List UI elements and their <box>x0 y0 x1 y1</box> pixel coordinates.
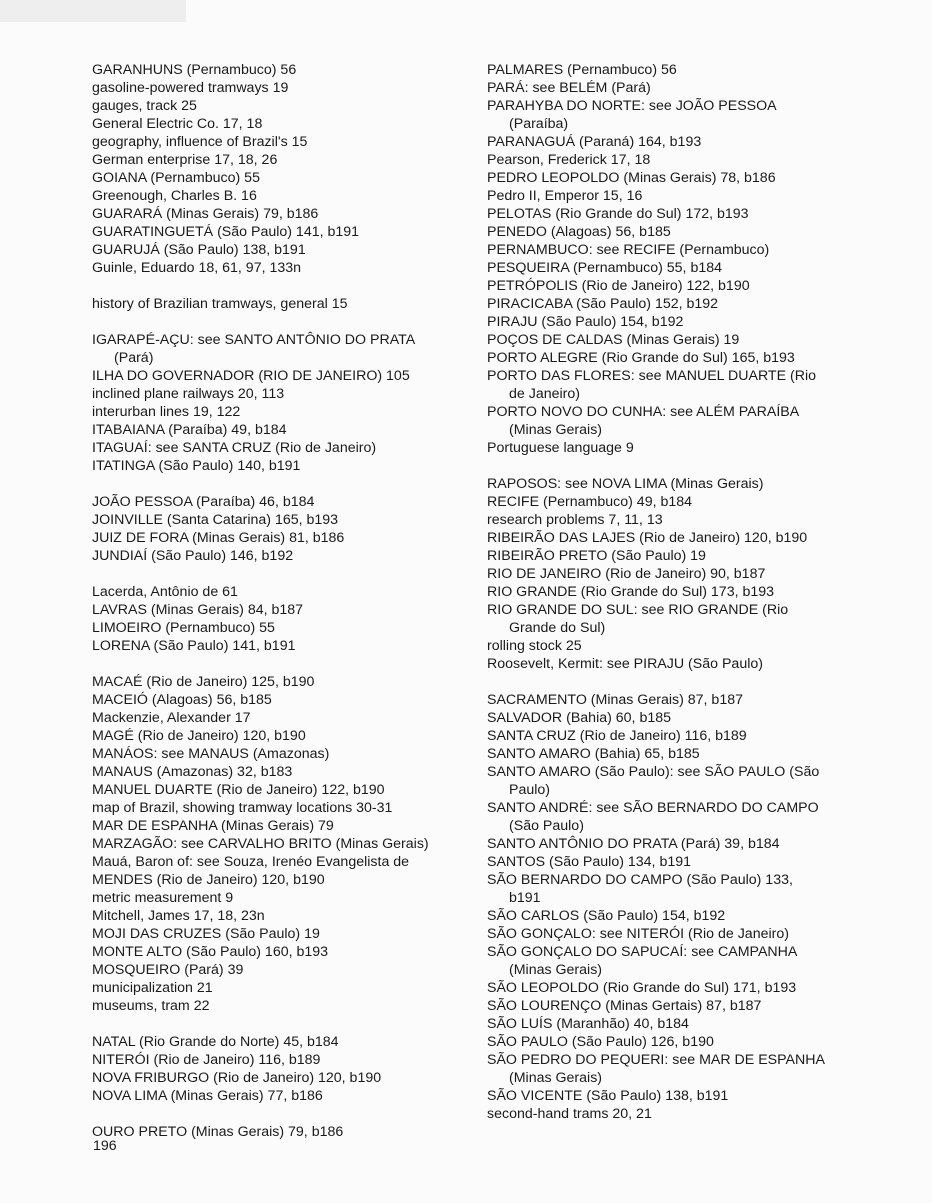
index-entry-text: RIO DE JANEIRO (Rio de Janeiro) 90, b187 <box>487 566 766 582</box>
index-entry-text: PENEDO (Alagoas) 56, b185 <box>487 224 671 240</box>
index-entry <box>92 331 472 367</box>
index-entry <box>92 403 472 421</box>
index-letter-group <box>487 691 927 1123</box>
index-entry-text: OURO PRETO (Minas Gerais) 79, b186 <box>92 1124 344 1140</box>
index-entry-text: SANTA CRUZ (Rio de Janeiro) 116, b189 <box>487 728 747 744</box>
index-entry-text: JOÃO PESSOA (Paraíba) 46, b184 <box>92 494 315 510</box>
index-entry-text: SÃO LOURENÇO (Minas Gertais) 87, b187 <box>487 998 762 1014</box>
index-entry-text: ITAGUAÍ: see SANTA CRUZ (Rio de Janeiro) <box>92 440 377 456</box>
index-entry-text: LORENA (São Paulo) 141, b191 <box>92 638 296 654</box>
index-entry <box>487 1033 927 1051</box>
index-entry <box>92 961 472 979</box>
index-entry-text: SÃO GONÇALO: see NITERÓI (Rio de Janeiro) <box>487 926 789 942</box>
index-entry <box>92 1033 472 1051</box>
index-entry <box>487 313 927 331</box>
index-entry-text: LIMOEIRO (Pernambuco) 55 <box>92 620 275 636</box>
index-entry-text: rolling stock 25 <box>487 638 582 654</box>
index-letter-group <box>487 61 927 457</box>
index-entry <box>487 223 927 241</box>
index-entry-text: interurban lines 19, 122 <box>92 404 241 420</box>
index-entry <box>487 295 927 313</box>
index-entry <box>92 583 472 601</box>
index-entry <box>92 79 472 97</box>
index-entry-continuation: (Paraíba) <box>509 116 569 132</box>
index-entry <box>487 1087 927 1105</box>
index-entry-text: MANAUS (Amazonas) 32, b183 <box>92 764 293 780</box>
index-entry <box>487 547 927 565</box>
index-entry <box>92 169 472 187</box>
index-entry-text: IGARAPÉ-AÇU: see SANTO ANTÔNIO DO PRATA <box>92 332 416 348</box>
index-entry-text: museums, tram 22 <box>92 998 210 1014</box>
index-entry-text: gasoline-powered tramways 19 <box>92 80 289 96</box>
index-entry-text: NOVA LIMA (Minas Gerais) 77, b186 <box>92 1088 323 1104</box>
index-entry <box>487 169 927 187</box>
index-entry <box>92 601 472 619</box>
index-entry <box>487 1015 927 1033</box>
index-entry-text: SÃO CARLOS (São Paulo) 154, b192 <box>487 908 726 924</box>
index-entry-text: JOINVILLE (Santa Catarina) 165, b193 <box>92 512 339 528</box>
index-entry-text: NOVA FRIBURGO (Rio de Janeiro) 120, b190 <box>92 1070 382 1086</box>
index-entry <box>487 151 927 169</box>
index-entry-continuation: (Minas Gerais) <box>509 422 603 438</box>
index-entry <box>92 1051 472 1069</box>
index-letter-group <box>92 331 472 475</box>
index-entry-text: GARANHUNS (Pernambuco) 56 <box>92 62 297 78</box>
index-entry-text: metric measurement 9 <box>92 890 234 906</box>
index-entry-text: NATAL (Rio Grande do Norte) 45, b184 <box>92 1034 339 1050</box>
index-entry-text: GUARARÁ (Minas Gerais) 79, b186 <box>92 206 319 222</box>
index-entry-text: geography, influence of Brazil's 15 <box>92 134 308 150</box>
index-entry <box>92 637 472 655</box>
index-entry <box>92 979 472 997</box>
index-entry <box>92 943 472 961</box>
index-entry <box>92 781 472 799</box>
index-entry <box>487 241 927 259</box>
index-letter-group <box>92 673 472 1015</box>
index-entry-text: Mitchell, James 17, 18, 23n <box>92 908 265 924</box>
index-entry <box>487 403 927 439</box>
index-entry-text: RIBEIRÃO PRETO (São Paulo) 19 <box>487 548 706 564</box>
index-entry <box>92 151 472 169</box>
index-entry-text: municipalization 21 <box>92 980 213 996</box>
index-entry-text: MAGÉ (Rio de Janeiro) 120, b190 <box>92 728 306 744</box>
index-entry-text: Lacerda, Antônio de 61 <box>92 584 238 600</box>
index-entry-text: second-hand trams 20, 21 <box>487 1106 652 1122</box>
index-entry <box>487 79 927 97</box>
index-entry <box>487 709 927 727</box>
index-entry <box>92 439 472 457</box>
index-entry-text: POÇOS DE CALDAS (Minas Gerais) 19 <box>487 332 740 348</box>
index-entry <box>487 997 927 1015</box>
index-entry <box>92 367 472 385</box>
index-entry-text: SÃO LUÍS (Maranhão) 40, b184 <box>487 1016 689 1032</box>
index-entry <box>487 97 927 133</box>
index-entry <box>92 871 472 889</box>
index-entry <box>92 385 472 403</box>
index-entry-text: PARAHYBA DO NORTE: see JOÃO PESSOA <box>487 98 777 114</box>
index-entry-text: Roosevelt, Kermit: see PIRAJU (São Paulo) <box>487 656 763 672</box>
index-entry <box>92 925 472 943</box>
index-entry-text: RIBEIRÃO DAS LAJES (Rio de Janeiro) 120, b190 <box>487 530 808 546</box>
index-entry-text: SÃO PEDRO DO PEQUERI: see MAR DE ESPANHA <box>487 1052 825 1068</box>
index-entry <box>487 61 927 79</box>
index-entry-text: SÃO VICENTE (São Paulo) 138, b191 <box>487 1088 729 1104</box>
index-entry-text: PIRAJU (São Paulo) 154, b192 <box>487 314 684 330</box>
index-letter-group <box>92 493 472 565</box>
index-entry <box>92 547 472 565</box>
index-entry <box>487 331 927 349</box>
index-entry-text: PEDRO LEOPOLDO (Minas Gerais) 78, b186 <box>487 170 776 186</box>
index-letter-group <box>92 295 472 313</box>
index-entry <box>487 205 927 223</box>
index-entry <box>92 673 472 691</box>
index-entry <box>92 691 472 709</box>
index-entry-text: JUNDIAÍ (São Paulo) 146, b192 <box>92 548 294 564</box>
index-column-left <box>92 61 472 1141</box>
index-entry-text: MAR DE ESPANHA (Minas Gerais) 79 <box>92 818 334 834</box>
index-entry-text: PORTO DAS FLORES: see MANUEL DUARTE (Rio <box>487 368 817 384</box>
index-entry <box>92 295 472 313</box>
index-entry <box>487 799 927 835</box>
index-entry-text: SÃO PAULO (São Paulo) 126, b190 <box>487 1034 714 1050</box>
index-entry <box>92 61 472 79</box>
index-entry <box>92 421 472 439</box>
index-entry <box>92 619 472 637</box>
index-entry-text: Pearson, Frederick 17, 18 <box>487 152 651 168</box>
index-entry-text: General Electric Co. 17, 18 <box>92 116 263 132</box>
index-letter-group <box>92 1123 472 1141</box>
index-entry <box>487 1051 927 1087</box>
index-entry <box>92 853 472 871</box>
index-entry <box>92 727 472 745</box>
index-entry-text: Pedro II, Emperor 15, 16 <box>487 188 643 204</box>
index-entry-text: PERNAMBUCO: see RECIFE (Pernambuco) <box>487 242 770 258</box>
index-entry <box>487 871 927 907</box>
index-entry <box>487 637 927 655</box>
index-entry-text: PORTO ALEGRE (Rio Grande do Sul) 165, b193 <box>487 350 795 366</box>
index-entry-text: GOIANA (Pernambuco) 55 <box>92 170 260 186</box>
index-entry <box>487 745 927 763</box>
index-entry-text: PARÁ: see BELÉM (Pará) <box>487 80 651 96</box>
index-entry-text: PELOTAS (Rio Grande do Sul) 172, b193 <box>487 206 749 222</box>
page-number: 196 <box>93 1138 117 1154</box>
index-entry <box>92 493 472 511</box>
index-entry-text: GUARATINGUETÁ (São Paulo) 141, b191 <box>92 224 360 240</box>
index-entry-continuation: (Minas Gerais) <box>509 962 603 978</box>
index-entry-continuation: (Pará) <box>114 350 154 366</box>
index-entry-text: map of Brazil, showing tramway locations 30-31 <box>92 800 393 816</box>
index-entry <box>92 241 472 259</box>
index-entry-text: SÃO BERNARDO DO CAMPO (São Paulo) 133, <box>487 872 793 888</box>
index-entry-text: RECIFE (Pernambuco) 49, b184 <box>487 494 693 510</box>
index-entry <box>487 493 927 511</box>
index-entry <box>487 601 927 637</box>
index-entry <box>92 1123 472 1141</box>
index-entry-continuation: (Minas Gerais) <box>509 1070 603 1086</box>
index-entry <box>487 439 927 457</box>
index-entry-text: German enterprise 17, 18, 26 <box>92 152 278 168</box>
index-entry <box>92 259 472 277</box>
index-entry-text: ILHA DO GOVERNADOR (RIO DE JANEIRO) 105 <box>92 368 410 384</box>
index-entry-text: inclined plane railways 20, 113 <box>92 386 285 402</box>
index-entry-text: PARANAGUÁ (Paraná) 164, b193 <box>487 134 702 150</box>
index-entry-continuation: Paulo) <box>509 782 551 798</box>
index-entry-text: SACRAMENTO (Minas Gerais) 87, b187 <box>487 692 743 708</box>
index-entry-text: research problems 7, 11, 13 <box>487 512 663 528</box>
index-entry <box>487 925 927 943</box>
index-entry <box>92 835 472 853</box>
index-entry <box>487 763 927 799</box>
index-entry <box>487 277 927 295</box>
index-entry-text: RIO GRANDE DO SUL: see RIO GRANDE (Rio <box>487 602 789 618</box>
index-entry-continuation: Grande do Sul) <box>509 620 606 636</box>
index-entry <box>487 655 927 673</box>
index-entry <box>487 367 927 403</box>
index-column-right <box>487 61 927 1123</box>
index-letter-group <box>92 1033 472 1105</box>
index-entry-text: Mauá, Baron of: see Souza, Irenéo Evangelista de <box>92 854 410 870</box>
index-entry-text: SÃO LEOPOLDO (Rio Grande do Sul) 171, b193 <box>487 980 797 996</box>
index-entry <box>92 223 472 241</box>
index-entry-text: SANTO ANDRÉ: see SÃO BERNARDO DO CAMPO <box>487 800 819 816</box>
index-entry-text: PETRÓPOLIS (Rio de Janeiro) 122, b190 <box>487 278 750 294</box>
index-entry <box>487 835 927 853</box>
index-letter-group <box>92 61 472 277</box>
index-entry <box>487 259 927 277</box>
index-letter-group <box>487 475 927 673</box>
index-entry <box>92 457 472 475</box>
index-entry-text: Mackenzie, Alexander 17 <box>92 710 251 726</box>
index-entry <box>487 187 927 205</box>
index-entry-continuation: (São Paulo) <box>509 818 584 834</box>
index-entry-text: PIRACICABA (São Paulo) 152, b192 <box>487 296 719 312</box>
index-entry-text: SANTOS (São Paulo) 134, b191 <box>487 854 692 870</box>
index-entry-text: MARZAGÃO: see CARVALHO BRITO (Minas Gerais) <box>92 836 429 852</box>
index-entry-text: PORTO NOVO DO CUNHA: see ALÉM PARAÍBA <box>487 404 800 420</box>
index-entry-text: SANTO AMARO (Bahia) 65, b185 <box>487 746 700 762</box>
index-entry-text: PALMARES (Pernambuco) 56 <box>487 62 677 78</box>
index-entry <box>487 565 927 583</box>
index-entry <box>92 907 472 925</box>
index-entry <box>92 511 472 529</box>
index-entry-text: MACEIÓ (Alagoas) 56, b185 <box>92 692 272 708</box>
index-entry-text: ITABAIANA (Paraíba) 49, b184 <box>92 422 287 438</box>
index-entry-text: ITATINGA (São Paulo) 140, b191 <box>92 458 301 474</box>
index-entry <box>487 511 927 529</box>
index-entry <box>92 1069 472 1087</box>
index-entry-text: RIO GRANDE (Rio Grande do Sul) 173, b193 <box>487 584 775 600</box>
index-entry <box>92 799 472 817</box>
index-letter-group <box>92 583 472 655</box>
index-entry-text: NITERÓI (Rio de Janeiro) 116, b189 <box>92 1052 321 1068</box>
index-entry-text: SANTO ANTÔNIO DO PRATA (Pará) 39, b184 <box>487 836 780 852</box>
index-entry-text: MENDES (Rio de Janeiro) 120, b190 <box>92 872 325 888</box>
index-entry-text: Guinle, Eduardo 18, 61, 97, 133n <box>92 260 302 276</box>
index-entry-text: MONTE ALTO (São Paulo) 160, b193 <box>92 944 329 960</box>
index-entry <box>92 889 472 907</box>
index-entry <box>487 691 927 709</box>
index-entry <box>487 727 927 745</box>
index-entry <box>92 529 472 547</box>
index-entry <box>487 1105 927 1123</box>
index-entry <box>92 133 472 151</box>
index-entry <box>92 97 472 115</box>
index-entry-text: Greenough, Charles B. 16 <box>92 188 257 204</box>
index-entry <box>487 475 927 493</box>
scan-edge-strip <box>0 0 186 22</box>
index-entry <box>92 205 472 223</box>
index-entry-text: MOSQUEIRO (Pará) 39 <box>92 962 244 978</box>
index-entry-text: MANÁOS: see MANAUS (Amazonas) <box>92 746 330 762</box>
index-entry-continuation: de Janeiro) <box>509 386 580 402</box>
index-entry-text: SALVADOR (Bahia) 60, b185 <box>487 710 672 726</box>
index-entry-text: SANTO AMARO (São Paulo): see SÃO PAULO (São <box>487 764 820 780</box>
index-entry-text: MOJI DAS CRUZES (São Paulo) 19 <box>92 926 320 942</box>
index-entry-text: Portuguese language 9 <box>487 440 634 456</box>
index-entry-text: JUIZ DE FORA (Minas Gerais) 81, b186 <box>92 530 345 546</box>
index-entry-text: MANUEL DUARTE (Rio de Janeiro) 122, b190 <box>92 782 385 798</box>
index-entry-text: MACAÉ (Rio de Janeiro) 125, b190 <box>92 674 315 690</box>
index-entry-text: LAVRAS (Minas Gerais) 84, b187 <box>92 602 304 618</box>
index-entry <box>92 763 472 781</box>
index-entry <box>92 817 472 835</box>
index-entry-text: PESQUEIRA (Pernambuco) 55, b184 <box>487 260 723 276</box>
index-entry <box>92 187 472 205</box>
index-entry <box>487 583 927 601</box>
index-entry-text: GUARUJÁ (São Paulo) 138, b191 <box>92 242 306 258</box>
index-entry-text: SÃO GONÇALO DO SAPUCAÍ: see CAMPANHA <box>487 944 798 960</box>
index-entry <box>487 853 927 871</box>
index-entry <box>92 1087 472 1105</box>
index-entry <box>92 745 472 763</box>
index-entry <box>487 907 927 925</box>
index-entry-text: history of Brazilian tramways, general 15 <box>92 296 348 312</box>
index-entry <box>487 349 927 367</box>
index-entry <box>92 997 472 1015</box>
index-entry-continuation: b191 <box>509 890 541 906</box>
index-entry <box>487 133 927 151</box>
index-entry <box>92 709 472 727</box>
index-entry-text: gauges, track 25 <box>92 98 197 114</box>
index-entry <box>487 979 927 997</box>
index-entry <box>92 115 472 133</box>
index-entry-text: RAPOSOS: see NOVA LIMA (Minas Gerais) <box>487 476 764 492</box>
index-entry <box>487 529 927 547</box>
index-entry <box>487 943 927 979</box>
